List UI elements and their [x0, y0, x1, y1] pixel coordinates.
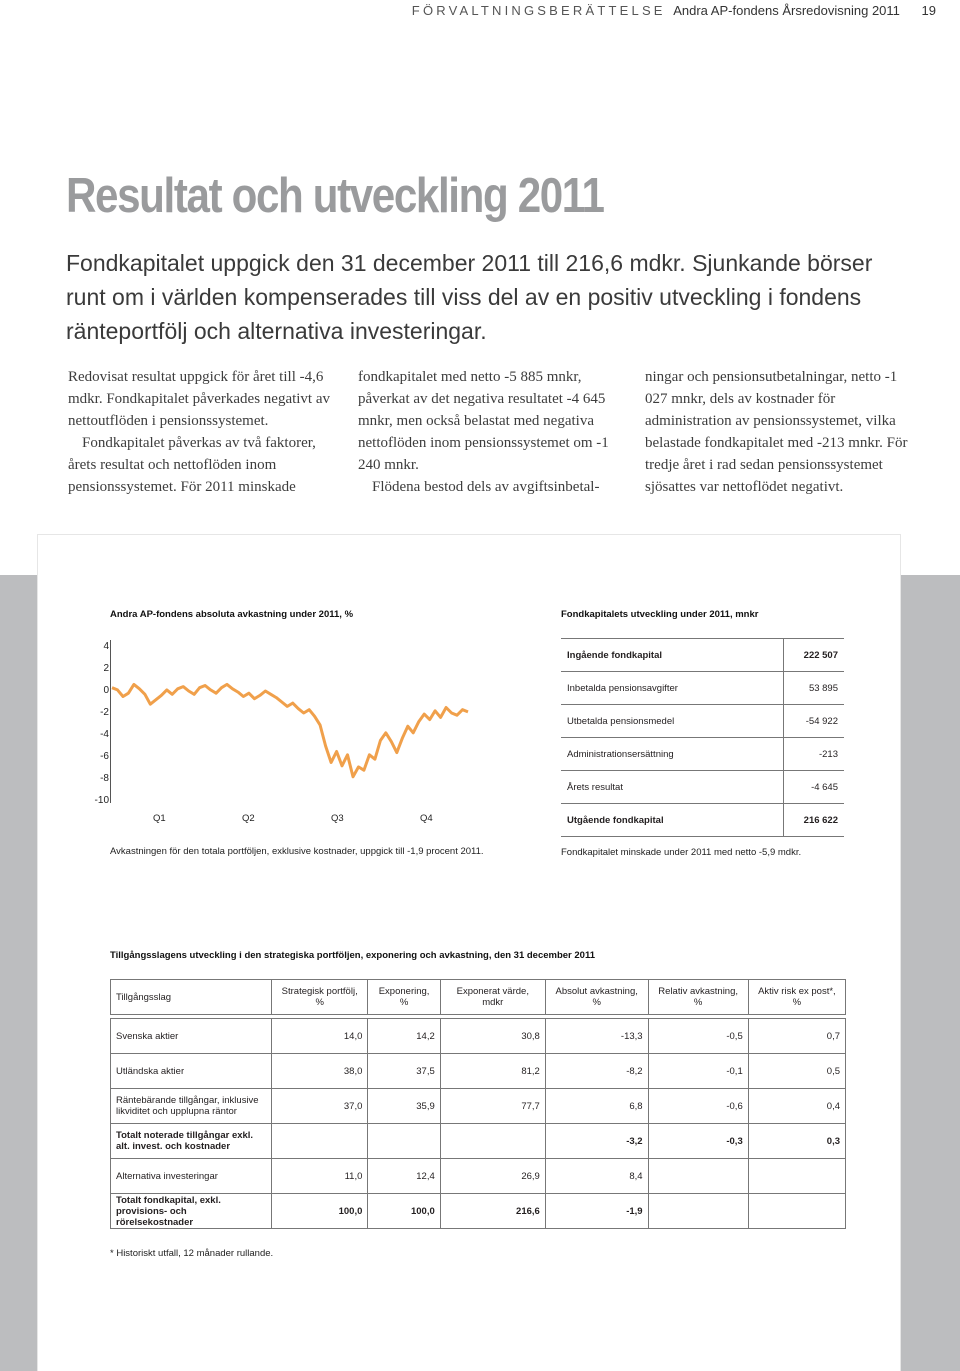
table-cell: -1,9	[545, 1194, 648, 1229]
page-header	[412, 0, 936, 22]
return-line-chart	[110, 640, 480, 810]
table-cell	[748, 1194, 845, 1229]
quarter-label: Q2	[242, 813, 255, 824]
y-tick-label: 4	[103, 641, 109, 652]
column-header: Tillgångsslag	[111, 980, 272, 1015]
table-cell	[748, 1159, 845, 1194]
table-cell: -0,1	[648, 1054, 748, 1089]
row-value: -213	[784, 738, 845, 771]
table-cell: -13,3	[545, 1019, 648, 1054]
column-header: Strategisk portfölj, %	[272, 980, 368, 1015]
table-cell	[272, 1124, 368, 1159]
table-cell	[648, 1159, 748, 1194]
table-cell: -0,5	[648, 1019, 748, 1054]
section-name: FÖRVALTNINGSBERÄTTELSE	[411, 3, 666, 18]
page-title: Resultat och utveckling 2011	[66, 169, 604, 223]
table-row	[111, 1019, 846, 1054]
chart-title: Andra AP-fondens absoluta avkastning under 2011, %	[110, 609, 354, 620]
table-cell: 37,5	[368, 1054, 440, 1089]
quarter-label: Q4	[420, 813, 433, 824]
table-row	[111, 1194, 846, 1229]
grey-background-left	[0, 575, 38, 1371]
table-cell: Svenska aktier	[111, 1019, 272, 1054]
table-cell: 100,0	[368, 1194, 440, 1229]
table-cell: 14,2	[368, 1019, 440, 1054]
quarter-label: Q3	[331, 813, 344, 824]
table-cell: 77,7	[440, 1089, 545, 1124]
row-value: 216 622	[784, 804, 845, 837]
table-cell: -8,2	[545, 1054, 648, 1089]
row-label: Administrationsersättning	[561, 738, 784, 771]
table-cell: Räntebärande tillgångar, inklusive likviditet och upplupna räntor	[111, 1089, 272, 1124]
table-cell: 38,0	[272, 1054, 368, 1089]
table-cell: 0,7	[748, 1019, 845, 1054]
body-paragraph: Redovisat resultat uppgick för året till -4,6 mdkr. Fondkapitalet påverkades negativt av nettoutflöden i pensionssystemet.	[68, 369, 331, 429]
row-value: -54 922	[784, 705, 845, 738]
column-header: Relativ avkastning, %	[648, 980, 748, 1015]
table-row	[561, 804, 844, 837]
row-label: Utbetalda pensionsmedel	[561, 705, 784, 738]
table-cell: 35,9	[368, 1089, 440, 1124]
table-row	[111, 1089, 846, 1124]
table-cell: -0,3	[648, 1124, 748, 1159]
column-header: Aktiv risk ex post*, %	[748, 980, 845, 1015]
table-row	[111, 1124, 846, 1159]
table-row	[561, 738, 844, 771]
table-cell	[440, 1124, 545, 1159]
table-cell: 100,0	[272, 1194, 368, 1229]
body-paragraph: fondkapitalet med netto -5 885 mnkr, påverkat av det negativa resultatet -4 645 mnkr, men också belastat med negativa nettoflöden inom pensionssystemet om -1 240 mnkr.	[358, 369, 609, 473]
table-cell	[648, 1194, 748, 1229]
column-header: Absolut avkastning, %	[545, 980, 648, 1015]
table-cell: 0,4	[748, 1089, 845, 1124]
table-cell: Alternativa investeringar	[111, 1159, 272, 1194]
table-cell	[368, 1124, 440, 1159]
table-cell: 0,5	[748, 1054, 845, 1089]
row-label: Ingående fondkapital	[561, 639, 784, 672]
table-cell: 30,8	[440, 1019, 545, 1054]
table-row	[561, 639, 844, 672]
table-cell: 216,6	[440, 1194, 545, 1229]
fund-flow-table	[561, 638, 844, 837]
table-cell: 8,4	[545, 1159, 648, 1194]
table-row	[111, 1054, 846, 1089]
assets-footnote: * Historiskt utfall, 12 månader rullande.	[110, 1248, 274, 1259]
table-cell: Totalt fondkapital, exkl. provisions- och rörelsekostnader	[111, 1194, 272, 1229]
table-cell: 26,9	[440, 1159, 545, 1194]
chart-caption: Avkastningen för den totala portföljen, exklusive kostnader, uppgick till -1,9 procent 2011.	[110, 846, 484, 857]
y-tick-label: -6	[100, 751, 109, 762]
y-tick-label: -4	[100, 729, 109, 740]
row-value: 222 507	[784, 639, 845, 672]
lead-paragraph: Fondkapitalet uppgick den 31 december 2011 till 216,6 mdkr. Sjunkande börser runt om i världen kompenserades till viss del av en positiv utveckling i fondens ränteportfölj och alternativa investeringar.	[66, 250, 873, 344]
table-cell: 14,0	[272, 1019, 368, 1054]
body-column-2	[358, 366, 626, 498]
table-cell: 81,2	[440, 1054, 545, 1089]
table-cell: 37,0	[272, 1089, 368, 1124]
table-row	[561, 672, 844, 705]
table-row	[561, 705, 844, 738]
row-label: Inbetalda pensionsavgifter	[561, 672, 784, 705]
row-value: -4 645	[784, 771, 845, 804]
row-label: Årets resultat	[561, 771, 784, 804]
fund-flow-title: Fondkapitalets utveckling under 2011, mnkr	[561, 609, 759, 620]
table-row	[111, 1159, 846, 1194]
table-cell: 6,8	[545, 1089, 648, 1124]
row-value: 53 895	[784, 672, 845, 705]
quarter-label: Q1	[153, 813, 166, 824]
body-column-3	[645, 366, 913, 498]
table-header-row	[111, 980, 846, 1015]
column-header: Exponering, %	[368, 980, 440, 1015]
column-header: Exponerat värde, mdkr	[440, 980, 545, 1015]
assets-title: Tillgångsslagens utveckling i den strategiska portföljen, exponering och avkastning, den 31 december 2011	[110, 950, 596, 961]
assets-table	[110, 979, 846, 1229]
body-paragraph: ningar och pensionsutbetalningar, netto -1 027 mnkr, dels av kostnader för administration av pensionssystemet, vilka belastade fondkapitalet med -213 mnkr. För tredje året i rad sedan pensionssystemet sjösattes var nettoflödet negativt.	[645, 369, 908, 495]
table-cell: 0,3	[748, 1124, 845, 1159]
table-cell: 12,4	[368, 1159, 440, 1194]
body-column-1	[68, 366, 336, 498]
y-tick-label: -2	[100, 707, 109, 718]
row-label: Utgående fondkapital	[561, 804, 784, 837]
table-cell: 11,0	[272, 1159, 368, 1194]
y-tick-label: 2	[103, 663, 109, 674]
document-name: Andra AP-fondens Årsredovisning 2011	[673, 3, 900, 18]
y-tick-label: -10	[94, 795, 109, 806]
table-cell: Utländska aktier	[111, 1054, 272, 1089]
table-row	[561, 771, 844, 804]
fund-flow-caption: Fondkapitalet minskade under 2011 med netto -5,9 mdkr.	[561, 847, 802, 858]
return-series-line	[112, 684, 468, 776]
grey-background-right	[900, 575, 960, 1371]
page-number: 19	[921, 3, 936, 18]
body-paragraph: Flödena bestod dels av avgiftsinbetal-	[372, 479, 600, 495]
body-paragraph: Fondkapitalet påverkas av två faktorer, årets resultat och nettoflöden inom pensionssystemet. För 2011 minskade	[68, 435, 316, 495]
table-cell: -3,2	[545, 1124, 648, 1159]
y-tick-label: 0	[103, 685, 109, 696]
y-tick-label: -8	[100, 773, 109, 784]
table-cell: Totalt noterade tillgångar exkl. alt. invest. och kostnader	[111, 1124, 272, 1159]
table-cell: -0,6	[648, 1089, 748, 1124]
